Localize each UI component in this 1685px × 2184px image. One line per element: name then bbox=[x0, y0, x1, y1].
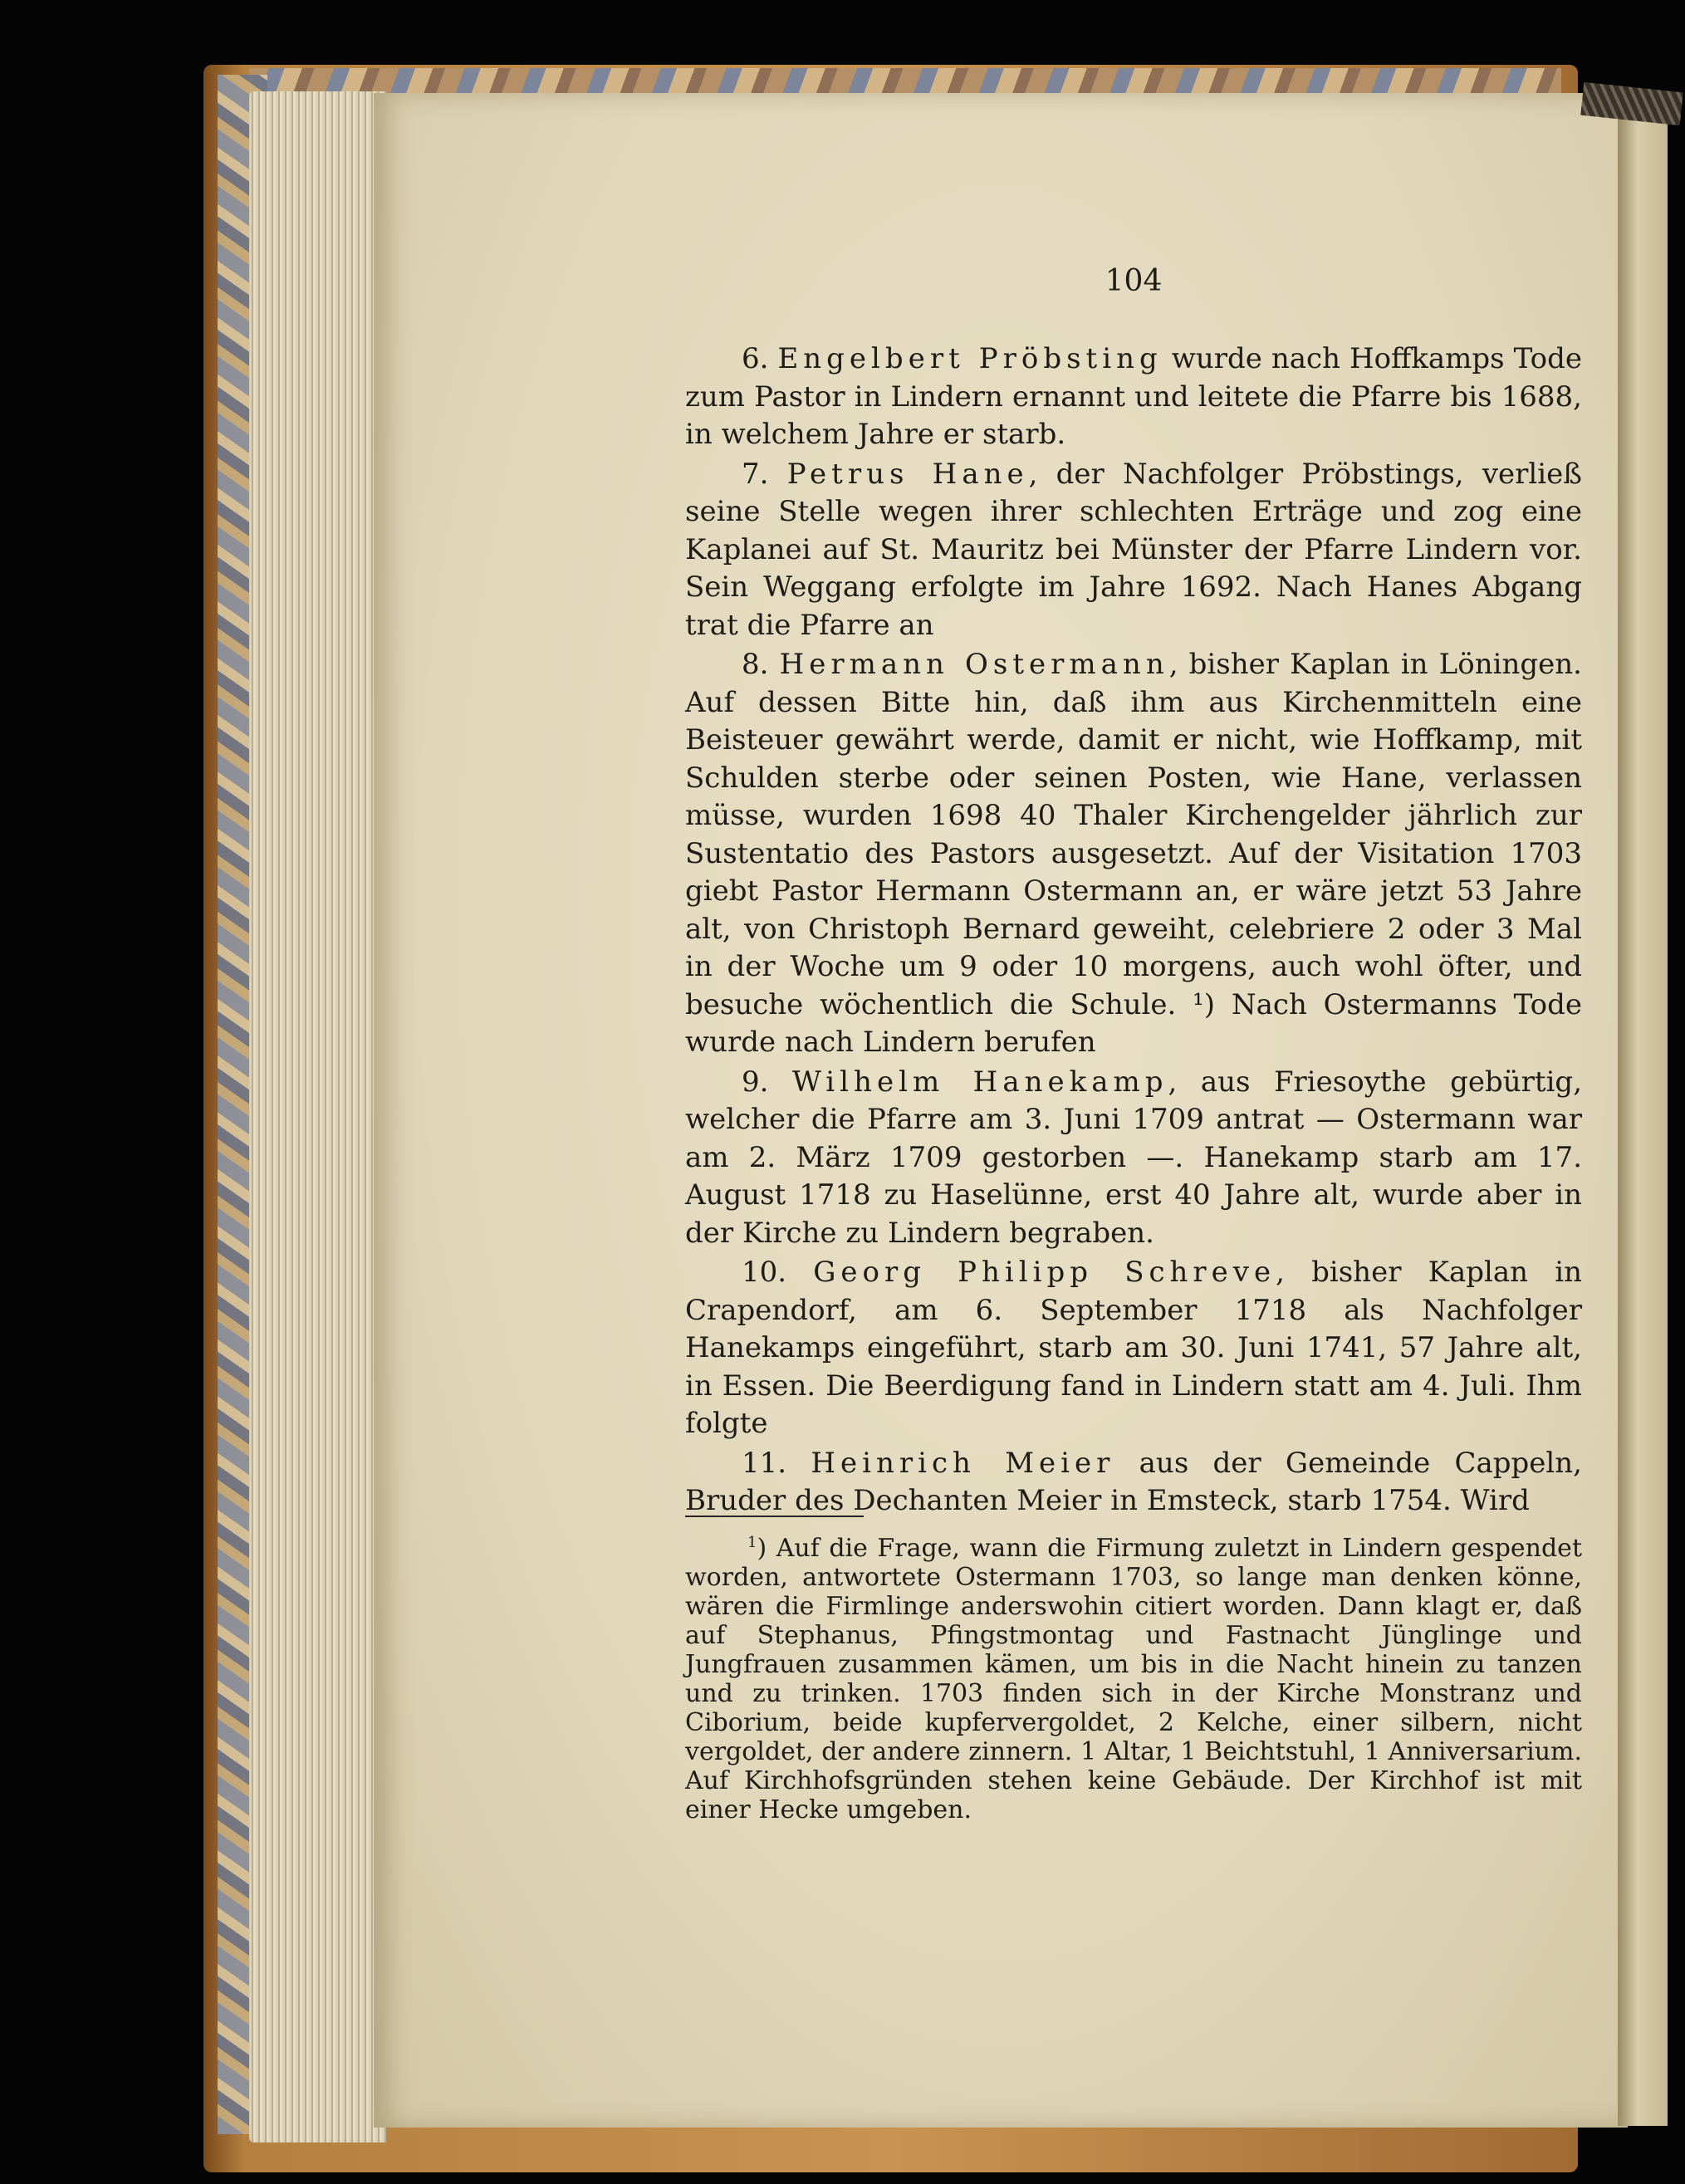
paragraph bbox=[685, 340, 1582, 454]
page-stack-edge bbox=[249, 91, 386, 2142]
item-number: 11. bbox=[742, 1446, 811, 1480]
paragraph bbox=[685, 1445, 1582, 1520]
person-name: Heinrich Meier bbox=[811, 1446, 1115, 1480]
item-number: 6. bbox=[742, 342, 778, 375]
paragraph bbox=[685, 1254, 1582, 1443]
paragraph-text: , bisher Kaplan in Löningen. Auf dessen Bitte hin, daß ihm aus Kirchenmitteln eine Beisteuer gewährt werde, damit er nicht, wie Hoffkamp, mit Schulden sterbe oder seinen Posten, wie Hane, verlassen müsse, wurden 1698 40 Thaler Kirchengelder jährlich zur Sustentatio des Pastors ausgesetzt. Auf der Visitation 1703 giebt Pastor Hermann Ostermann an, er wäre jetzt 53 Jahre alt, von Christoph Bernard geweiht, celebriere 2 oder 3 Mal in der Woche um 9 oder 10 morgens, auch wohl öfter, und besuche wöchentlich die Schule. ¹) Nach Ostermanns Tode wurde nach Lindern berufen bbox=[685, 648, 1582, 1059]
book-gutter bbox=[1618, 108, 1668, 2126]
paragraph bbox=[685, 646, 1582, 1062]
footnote-text: ) Auf die Frage, wann die Firmung zuletzt in Lindern gespendet worden, antwortete Ostermann 1703, so lange man denken könne, wären die Firmlinge anderswohin citiert worden. Dann klagt er, daß auf Stephanus, Pfingstmontag und Fastnacht Jünglinge und Jungfrauen zusammen kämen, um bis in die Nacht hinein zu tanzen und zu trinken. 1703 finden sich in der Kirche Monstranz und Ciborium, beide kupfervergoldet, 2 Kelche, einer silbern, nicht vergoldet, der andere zinnern. 1 Altar, 1 Beichtstuhl, 1 Anniversarium. Auf Kirchhofsgründen stehen keine Gebäude. Der Kirchhof ist mit einer Hecke umgeben. bbox=[685, 1534, 1582, 1824]
item-number: 8. bbox=[742, 648, 780, 681]
footnote-marker: 1 bbox=[747, 1534, 757, 1551]
paragraph-text: wurde nach Hoffkamps Tode zum Pastor in Lindern ernannt und leitete die Pfarre bis 1688, in welchem Jahre er starb. bbox=[685, 342, 1582, 451]
person-name: Wilhelm Hanekamp bbox=[791, 1065, 1168, 1099]
person-name: Petrus Hane bbox=[786, 457, 1029, 491]
item-number: 7. bbox=[742, 457, 787, 491]
person-name: Engelbert Pröbsting bbox=[777, 342, 1163, 375]
paragraph-text: , der Nachfolger Pröbstings, verließ seine Stelle wegen ihrer schlechten Erträge und zog eine Kaplanei auf St. Mauritz bei Münster der Pfarre Lindern vor. Sein Weggang erfolgte im Jahre 1692. Nach Hanes Abgang trat die Pfarre an bbox=[685, 457, 1582, 642]
paragraph-text: , bisher Kaplan in Crapendorf, am 6. September 1718 als Nachfolger Hanekamps eingeführt, starb am 30. Juni 1741, 57 Jahre alt, in Essen. Die Beerdigung fand in Lindern statt am 4. Juli. Ihm folgte bbox=[685, 1256, 1582, 1440]
footnote bbox=[685, 1528, 1582, 1824]
paragraph-text: , aus Friesoythe gebürtig, welcher die Pfarre am 3. Juni 1709 antrat — Ostermann war am 2. März 1709 gestorben —. Hanekamp starb am 17. August 1718 zu Haselünne, erst 40 Jahre alt, wurde aber in der Kirche zu Lindern begraben. bbox=[685, 1065, 1583, 1250]
page-number: 104 bbox=[1105, 264, 1163, 298]
footnote-divider bbox=[685, 1516, 864, 1517]
person-name: Hermann Ostermann bbox=[779, 648, 1169, 681]
item-number: 10. bbox=[742, 1256, 814, 1289]
paragraph bbox=[685, 1064, 1582, 1253]
item-number: 9. bbox=[742, 1065, 792, 1099]
body-text bbox=[685, 340, 1582, 1522]
paragraph bbox=[685, 456, 1582, 645]
paragraph-text: aus der Gemeinde Cappeln, Bruder des Dechanten Meier in Emsteck, starb 1754. Wird bbox=[685, 1446, 1582, 1517]
person-name: Georg Philipp Schreve bbox=[813, 1256, 1276, 1289]
